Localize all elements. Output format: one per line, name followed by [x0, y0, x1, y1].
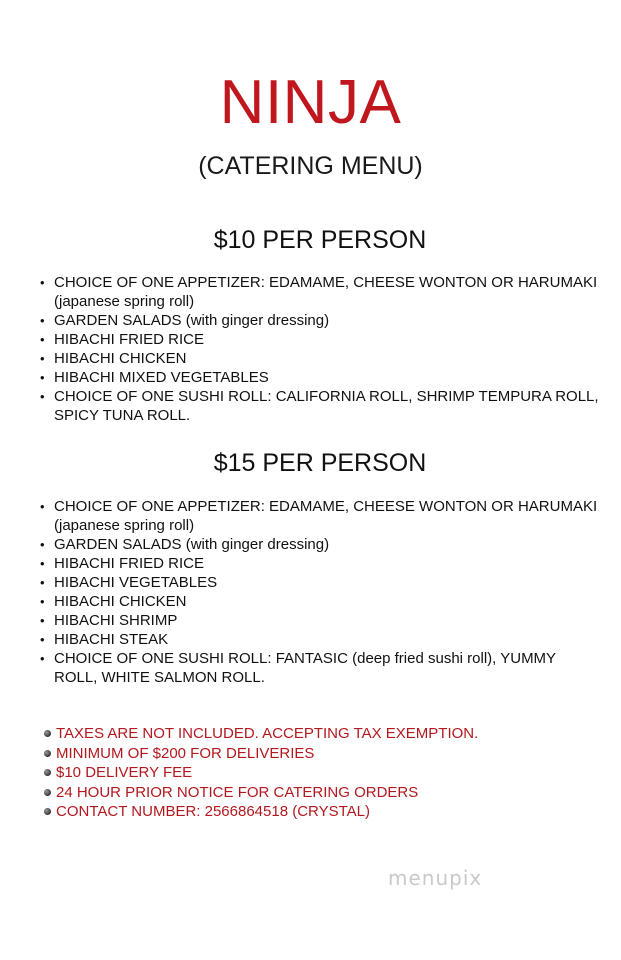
restaurant-name: NINJA [219, 68, 402, 137]
note-text: TAXES ARE NOT INCLUDED. ACCEPTING TAX EXEMPTION. [56, 725, 479, 742]
note-item [44, 763, 564, 783]
list-item: • HIBACHI CHICKEN [40, 592, 600, 611]
bullet-dot-icon [44, 769, 51, 776]
list-item: • HIBACHI STEAK [40, 630, 600, 649]
menu-subtitle: (CATERING MENU) [198, 152, 423, 180]
menupix-watermark: menupix [388, 866, 483, 890]
list-item: • CHOICE OF ONE SUSHI ROLL: FANTASIC (deep fried sushi roll), YUMMY ROLL, WHITE SALMON ROLL. [40, 649, 600, 687]
note-item [44, 744, 564, 764]
list-item: • GARDEN SALADS (with ginger dressing) [40, 535, 600, 554]
section-15-items [40, 497, 600, 687]
catering-notes [44, 724, 564, 822]
note-text: $10 DELIVERY FEE [56, 764, 193, 781]
bullet-dot-icon [44, 789, 51, 796]
list-item: • CHOICE OF ONE APPETIZER: EDAMAME, CHEESE WONTON OR HARUMAKI (japanese spring roll) [40, 273, 600, 311]
note-item [44, 783, 564, 803]
list-item: • HIBACHI CHICKEN [40, 349, 600, 368]
list-item: • GARDEN SALADS (with ginger dressing) [40, 311, 600, 330]
note-item [44, 724, 564, 744]
note-text: MINIMUM OF $200 FOR DELIVERIES [56, 744, 315, 762]
list-item: • HIBACHI MIXED VEGETABLES [40, 368, 600, 387]
list-item: • CHOICE OF ONE APPETIZER: EDAMAME, CHEESE WONTON OR HARUMAKI (japanese spring roll) [40, 497, 600, 535]
list-item: • HIBACHI FRIED RICE [40, 554, 600, 573]
section-10-title: $10 PER PERSON [213, 226, 427, 254]
bullet-dot-icon [44, 808, 51, 815]
note-text: 24 HOUR PRIOR NOTICE FOR CATERING ORDERS [56, 783, 419, 801]
bullet-dot-icon [44, 730, 51, 737]
list-item: • CHOICE OF ONE SUSHI ROLL: CALIFORNIA ROLL, SHRIMP TEMPURA ROLL, SPICY TUNA ROLL. [40, 387, 600, 425]
bullet-dot-icon [44, 750, 51, 757]
section-15-title: $15 PER PERSON [213, 449, 427, 477]
section-10-items [40, 273, 600, 425]
note-item [44, 802, 564, 822]
list-item: • HIBACHI SHRIMP [40, 611, 600, 630]
note-text: CONTACT NUMBER: 2566864518 (CRYSTAL) [56, 803, 370, 820]
list-item: • HIBACHI VEGETABLES [40, 573, 600, 592]
list-item: • HIBACHI FRIED RICE [40, 330, 600, 349]
